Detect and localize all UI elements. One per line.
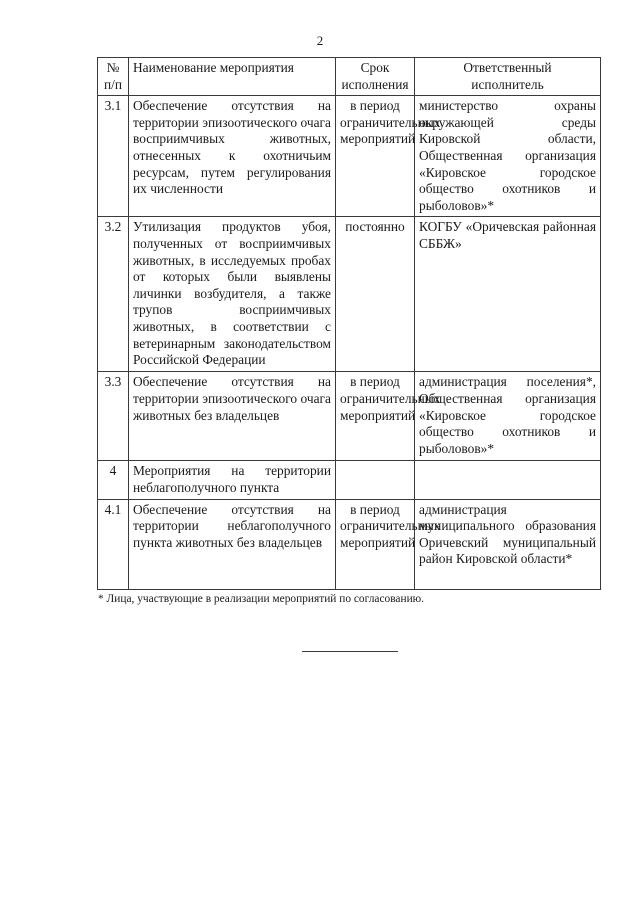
measure-term: в период ограничительных мероприятий [336,372,415,461]
table-header-row [98,58,601,96]
measure-name: Обеспечение отсутствия на территории эпизоотического очага восприимчивых животных, отнесенных к охотничьим ресурсам, путем регулирования их численности [129,96,336,217]
row-number: 4.1 [98,499,129,589]
measure-name: Мероприятия на территории неблагополучного пункта [129,461,336,499]
measure-term: постоянно [336,217,415,372]
table-row [98,96,601,217]
header-number: № п/п [98,58,129,96]
measure-executor [415,461,601,499]
measures-table [97,57,601,590]
measure-name: Обеспечение отсутствия на территории эпизоотического очага животных без владельцев [129,372,336,461]
measure-name: Утилизация продуктов убоя, полученных от восприимчивых животных, в исследуемых пробах от которых были выявлены личинки возбудителя, а также трупов восприимчивых животных, в соответствии с ветеринарным законодательством Российской Федерации [129,217,336,372]
header-term: Срок исполнения [336,58,415,96]
table-row [98,461,601,499]
page-number: 2 [316,33,324,48]
row-number: 3.2 [98,217,129,372]
table-row [98,217,601,372]
end-divider [302,651,398,652]
measure-name: Обеспечение отсутствия на территории неблагополучного пункта животных без владельцев [129,499,336,589]
header-measure-name: Наименование мероприятия [129,58,336,96]
header-executor: Ответственный исполнитель [415,58,601,96]
measure-executor: КОГБУ «Оричевская районная СББЖ» [415,217,601,372]
measure-executor: министерство охраны окружающей среды Кировской области, Общественная организация «Кировское городское общество охотников и рыболовов»* [415,96,601,217]
row-number: 3.3 [98,372,129,461]
measure-executor: администрация поселения*, Общественная организация «Кировское городское общество охотников и рыболовов»* [415,372,601,461]
measure-executor: администрация муниципального образования Оричевский муниципальный район Кировской области* [415,499,601,589]
measure-term: в период ограничительных мероприятий [336,499,415,589]
measure-term [336,461,415,499]
footnote: * Лица, участвующие в реализации мероприятий по согласованию. [98,593,425,605]
measure-term: в период ограничительных мероприятий [336,96,415,217]
row-number: 4 [98,461,129,499]
row-number: 3.1 [98,96,129,217]
table-row [98,499,601,589]
table-row [98,372,601,461]
